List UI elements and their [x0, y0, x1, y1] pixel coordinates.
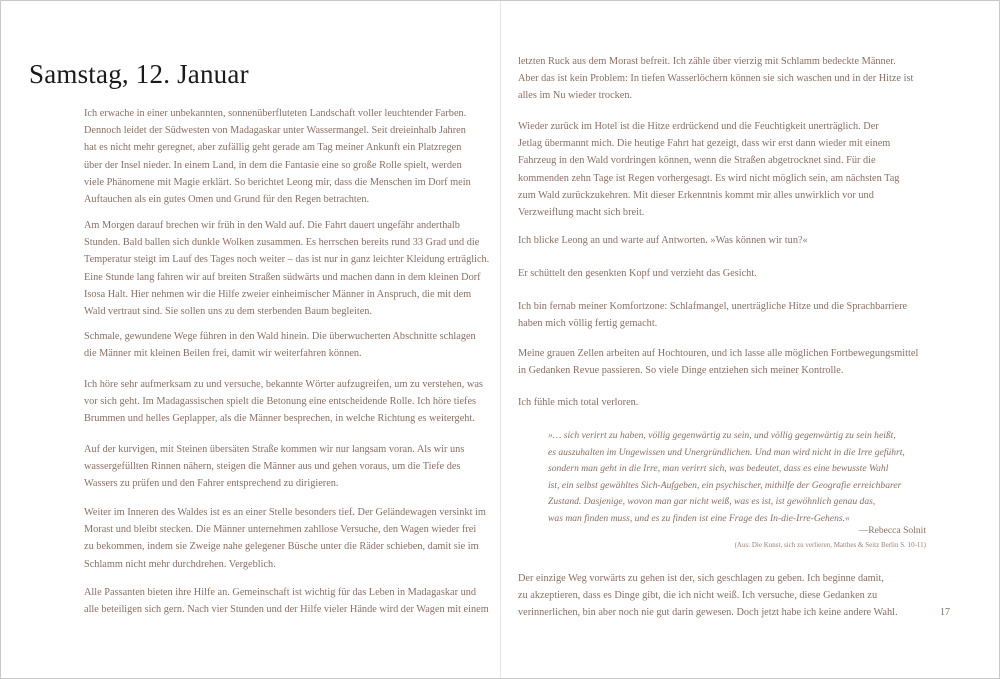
left-page — [1, 1, 500, 678]
text-line: Schmale, gewundene Wege führen in den Wald hinein. Die überwucherten Abschnitte schlagen — [84, 331, 476, 342]
text-line: Morast und bleibt stecken. Die Männer unternehmen zahllose Versuche, den Wagen wieder frei — [84, 524, 477, 536]
text-line: Er schüttelt den gesenkten Kopf und verzieht das Gesicht. — [518, 268, 757, 279]
text-line: Am Morgen darauf brechen wir früh in den Wald auf. Die Fahrt dauert ungefähr anderthalb — [84, 220, 460, 231]
left-paragraph-6 — [84, 504, 486, 573]
left-paragraph-3 — [84, 328, 476, 362]
text-line: Jetlag übermannt mich. Die heutige Fahrt hat gezeigt, dass wir erst dann wieder mit einem — [518, 138, 891, 150]
page-title: Samstag, 12. Januar — [29, 59, 249, 89]
text-line: Alle Passanten bieten ihre Hilfe an. Gemeinschaft ist wichtig für das Leben in Madagaskar und — [84, 587, 477, 598]
text-line: Wassers zu prüfen und den Fahrer entsprechend zu dirigieren. — [84, 478, 339, 490]
text-line: Eine Stunde lang fahren wir auf breiten Straßen südwärts und machen dann in dem kleinen Dorf — [84, 271, 481, 283]
right-paragraph-1 — [518, 53, 913, 105]
text-line: Verzweiflung macht sich breit. — [518, 207, 645, 219]
text-line: wassergefüllten Rinnen nähern, steigen die Männer aus und gehen voraus, um die Tiefe des — [84, 461, 461, 473]
text-line: zu akzeptieren, dass es Dinge gibt, die ich nicht weiß. Ich versuche, diese Gedanken zu — [518, 590, 878, 602]
quote-attribution: —Rebecca Solnit — [858, 525, 926, 536]
right-paragraph-6 — [518, 345, 918, 379]
text-line: letzten Ruck aus dem Morast befreit. Ich zähle über vierzig mit Schlamm bedeckte Männer. — [518, 56, 896, 67]
right-paragraph-7 — [518, 394, 638, 411]
text-line: viele Phänomene mit Magie erklärt. So berichtet Leong mir, dass die Menschen im Dorf mein — [84, 176, 471, 188]
closing-paragraph — [518, 570, 898, 622]
text-line: Ich bin fernab meiner Komfortzone: Schlafmangel, unerträgliche Hitze und die Sprachbarriere — [518, 301, 908, 312]
text-line: vor sich geht. Im Madagassischen spielt die Betonung eine entscheidende Rolle. Ich höre tiefes — [84, 396, 477, 408]
text-line: Ich erwache in einer unbekannten, sonnenüberfluteten Landschaft voller leuchtender Farben. — [84, 108, 467, 119]
text-line: zu bekommen, indem sie Zweige nahe gelegener Büsche unter die Räder schieben, damit sie im — [84, 541, 479, 553]
text-line: Auftauchen als ein gutes Omen und Grund für den Regen betrachten. — [84, 194, 370, 206]
text-line: über der Insel nieder. In einem Land, in dem die Fantasie eine so große Rolle spielt, werden — [84, 159, 462, 171]
page-number: 17 — [940, 607, 950, 618]
text-line: Fahrzeug in den Wald vordringen können, wenn die Straßen abgetrocknet sind. Für die — [518, 155, 876, 167]
left-paragraph-4 — [84, 376, 483, 428]
text-line: alle beteiligen sich gern. Nach vier Stunden und der Hilfe vieler Hände wird der Wagen mit einem — [84, 604, 489, 616]
left-paragraph-2 — [84, 217, 489, 320]
quote-line: »… sich verirrt zu haben, völlig gegenwärtig zu sein, und völlig gegenwärtig zu sein heißt, — [548, 430, 896, 441]
text-line: kommenden zehn Tage ist Regen vorhergesagt. Es wird nicht möglich sein, am nächsten Tag — [518, 172, 900, 184]
quote-line: was man finden muss, und es zu finden ist eine Frage des In-die-Irre-Gehens.« — [548, 512, 850, 524]
text-line: alles im Nu wieder trocken. — [518, 90, 633, 102]
text-line: Ich blicke Leong an und warte auf Antworten. »Was können wir tun?« — [518, 235, 808, 246]
text-line: Weiter im Inneren des Waldes ist es an einer Stelle besonders tief. Der Geländewagen versinkt im — [84, 507, 486, 518]
block-quote — [548, 428, 928, 528]
text-line: Wieder zurück im Hotel ist die Hitze erdrückend und die Feuchtigkeit unerträglich. Der — [518, 121, 879, 132]
left-paragraph-1 — [84, 105, 471, 208]
text-line: Ich fühle mich total verloren. — [518, 397, 639, 408]
quote-line: sondern man geht in die Irre, man verirrt sich, was bedeutet, dass es eine bewusste Wahl — [548, 463, 889, 475]
right-paragraph-3 — [518, 232, 808, 249]
text-line: Auf der kurvigen, mit Steinen übersäten Straße kommen wir nur langsam voran. Als wir uns — [84, 444, 465, 455]
text-line: Brummen und helles Geplapper, als die Männer besprechen, in welche Richtung es weitergeht. — [84, 413, 475, 425]
text-line: Wald vertraut sind. Sie sollen uns zu dem sterbenden Baum begleiten. — [84, 306, 372, 318]
left-paragraph-7 — [84, 584, 489, 618]
text-line: zum Wald zurückzukehren. Mit dieser Erkenntnis kommt mir alles unwirklich vor und — [518, 189, 874, 201]
text-line: verinnerlichen, bin aber noch nie gut darin gewesen. Doch jetzt habe ich keine andere Wahl. — [518, 607, 898, 619]
quote-line: Zustand. Dasjenige, wovon man gar nicht weiß, was es ist, ist gewöhnlich genau das, — [548, 496, 876, 508]
quote-source: (Aus: Die Kunst, sich zu verlieren, Matthes & Seitz Berlin S. 10-11) — [734, 541, 926, 549]
right-paragraph-4 — [518, 265, 757, 282]
quote-line: es auszuhalten im Ungewissen und Unergründlichen. Und man wird nicht in die Irre geführt, — [548, 446, 905, 458]
text-line: in Gedanken Revue passieren. So viele Dinge entziehen sich meiner Kontrolle. — [518, 365, 844, 377]
text-line: Schlamm nicht mehr durchdrehen. Vergeblich. — [84, 558, 276, 570]
text-line: Stunden. Bald ballen sich dunkle Wolken zusammen. Es herrschen bereits rund 33 Grad und die — [84, 237, 480, 249]
text-line: Meine grauen Zellen arbeiten auf Hochtouren, und ich lasse alle möglichen Fortbewegungsmittel — [518, 348, 919, 359]
text-line: die Männer mit kleinen Beilen frei, damit wir weiterfahren können. — [84, 348, 362, 360]
text-line: Dennoch leidet der Südwesten von Madagaskar unter Wassermangel. Seit dreieinhalb Jahren — [84, 125, 466, 137]
text-line: Ich höre sehr aufmerksam zu und versuche, bekannte Wörter aufzugreifen, um zu verstehen, was — [84, 379, 483, 390]
left-paragraph-5 — [84, 441, 464, 493]
right-paragraph-5 — [518, 298, 907, 332]
text-line: Aber das ist kein Problem: In tiefen Wasserlöchern können sie sich waschen und in der Hitze ist — [518, 73, 914, 85]
right-page — [501, 1, 999, 678]
right-paragraph-2 — [518, 118, 899, 221]
text-line: hat es nicht mehr geregnet, aber zufällig geht gerade am Tag meiner Ankunft ein Platzregen — [84, 142, 462, 154]
text-line: haben mich völlig fertig gemacht. — [518, 318, 658, 330]
text-line: Der einzige Weg vorwärts zu gehen ist der, sich geschlagen zu geben. Ich beginne damit, — [518, 573, 884, 584]
text-line: Isosa Halt. Hier nehmen wir die Hilfe zweier einheimischer Männer in Anspruch, die mit dem — [84, 288, 472, 300]
text-line: Temperatur steigt im Lauf des Tages noch weiter – das ist nur in ganz leichter Kleidung erträglich. — [84, 254, 490, 266]
quote-line: ist, ein selbst gewähltes Sich-Aufgeben, ein psychischer, mithilfe der Geografie erreichbarer — [548, 479, 902, 491]
